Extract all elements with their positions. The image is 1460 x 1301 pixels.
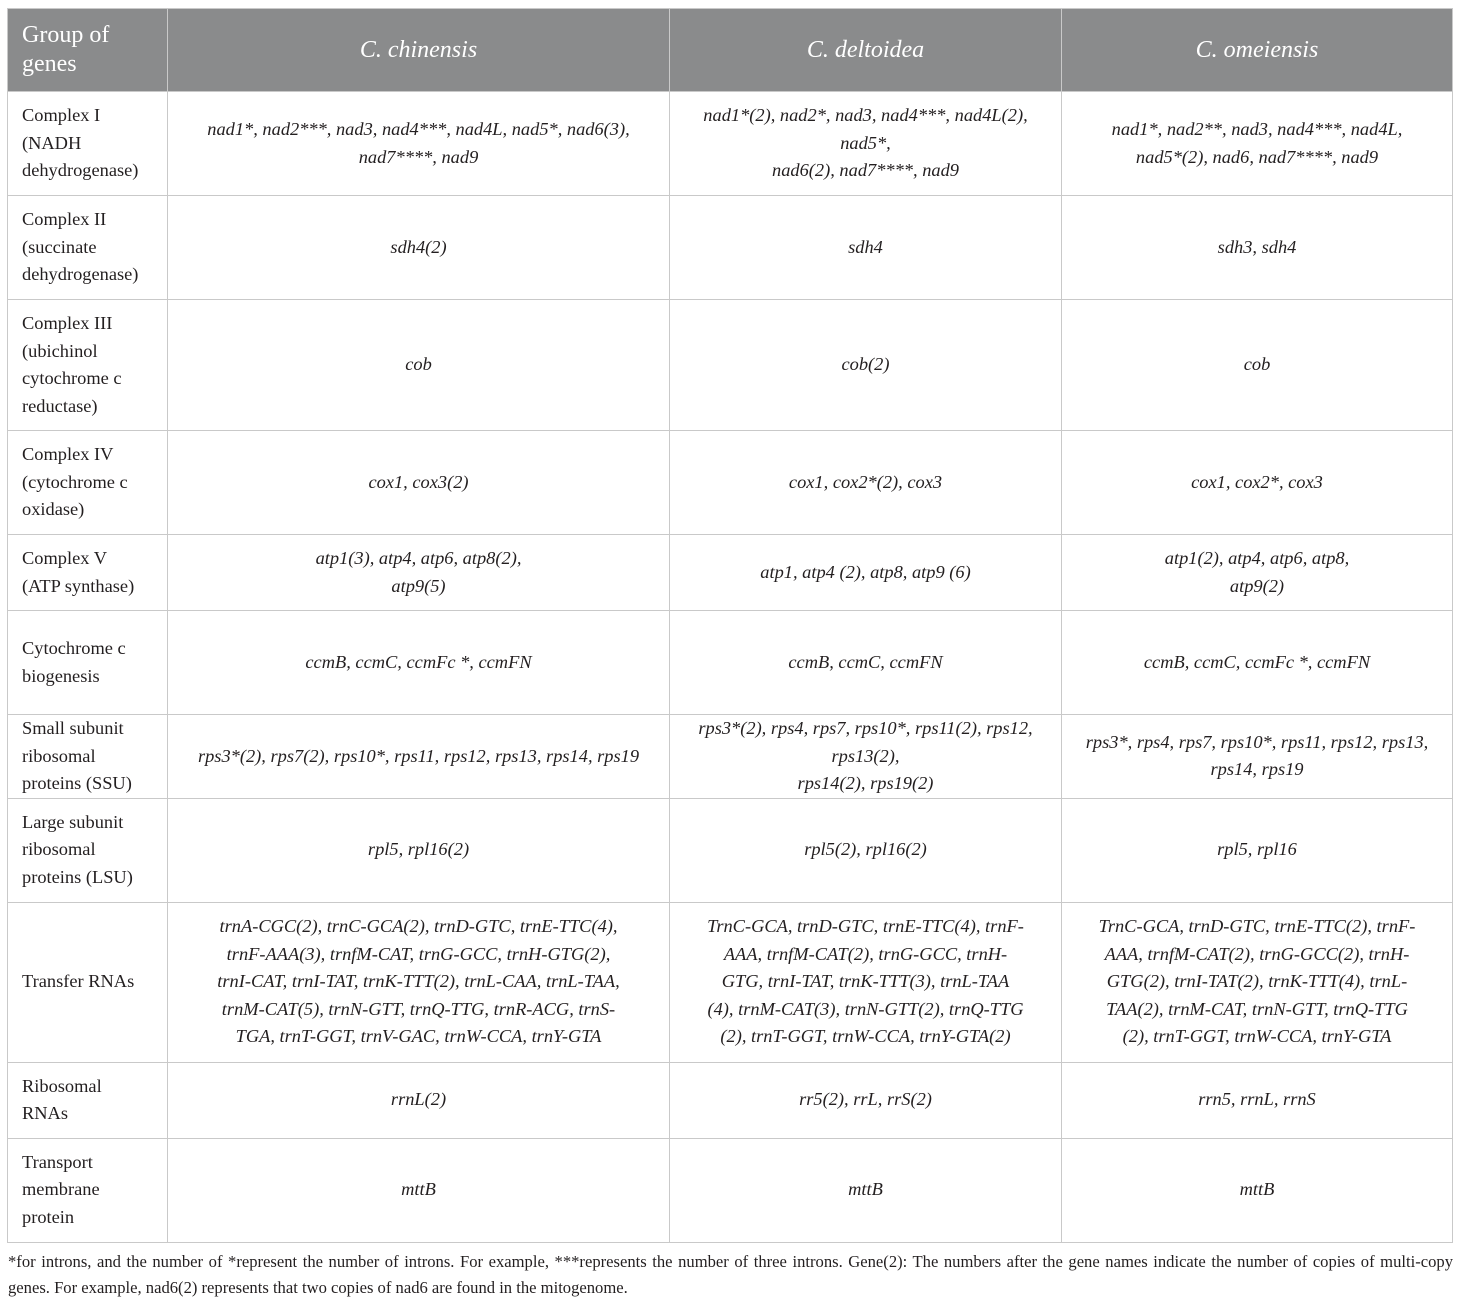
gene-list-line: AAA, trnfM-CAT(2), trnG-GCC(2), trnH- (1104, 943, 1410, 964)
group-label-line: Transfer RNAs (22, 971, 135, 992)
gene-cell-omeiensis (1062, 902, 1453, 1062)
group-cell (8, 196, 168, 300)
gene-cell-omeiensis (1062, 1138, 1453, 1242)
gene-cell-chinensis (168, 798, 670, 902)
gene-cell-omeiensis (1062, 611, 1453, 715)
gene-list-line: cob (405, 354, 432, 375)
gene-list-line: mttB (848, 1179, 883, 1200)
group-label-line: Large subunit (22, 811, 124, 832)
group-label-line: (ATP synthase) (22, 575, 135, 596)
gene-cell-omeiensis (1062, 535, 1453, 611)
gene-list-line: TAA(2), trnM-CAT, trnN-GTT, trnQ-TTG (1106, 998, 1408, 1019)
gene-list-line: rpl5, rpl16(2) (367, 839, 470, 860)
group-label-line: dehydrogenase) (22, 160, 139, 181)
gene-list-line: rpl5(2), rpl16(2) (804, 839, 927, 860)
gene-list-line: rr5(2), rrL, rrS(2) (799, 1089, 932, 1110)
gene-list-line: nad1*, nad2***, nad3, nad4***, nad4L, nad5*, nad6(3), (207, 119, 630, 139)
gene-list-line: cox1, cox2*, cox3 (1191, 471, 1323, 492)
gene-list-line: trnF-AAA(3), trnfM-CAT, trnG-GCC, trnH-GTG(2), (226, 943, 611, 964)
group-label-line: proteins (SSU) (22, 773, 132, 793)
gene-list-line: cob (1243, 354, 1271, 375)
group-label-line: Complex IV (22, 444, 114, 465)
group-label-line: (NADH (22, 132, 82, 153)
gene-list-line: mttB (401, 1179, 436, 1200)
gene-table-container (7, 8, 1452, 1301)
table-row (8, 431, 1453, 535)
gene-list-line: sdh4(2) (390, 236, 447, 257)
table-header (8, 9, 1453, 92)
gene-cell-omeiensis (1062, 1062, 1453, 1138)
gene-cell-chinensis (168, 902, 670, 1062)
gene-list-line: sdh3, sdh4 (1217, 236, 1297, 257)
group-cell (8, 92, 168, 196)
gene-list-line: nad5*(2), nad6, nad7****, nad9 (1135, 146, 1379, 167)
gene-list-line: ccmB, ccmC, ccmFc *, ccmFN (305, 651, 532, 672)
header-c-omeiensis: C. omeiensis (1062, 9, 1453, 92)
group-label-line: Small subunit (22, 718, 124, 738)
table-row (8, 1062, 1453, 1138)
gene-cell-omeiensis (1062, 196, 1453, 300)
group-label-line: cytochrome c (22, 368, 122, 388)
gene-list-line: ccmB, ccmC, ccmFc *, ccmFN (1143, 651, 1371, 672)
table-body (8, 92, 1453, 1243)
group-label-line: RNAs (22, 1103, 68, 1123)
gene-cell-deltoidea (670, 431, 1062, 535)
gene-cell-deltoidea (670, 196, 1062, 300)
group-label-line: ribosomal (22, 745, 96, 766)
gene-list-line: rrn5, rrnL, rrnS (1198, 1089, 1316, 1110)
table-row (8, 535, 1453, 611)
gene-cell-chinensis (168, 431, 670, 535)
gene-list-line: atp9(5) (391, 575, 446, 596)
gene-list-line: rpl5, rpl16 (1217, 839, 1297, 860)
gene-list-line: cox1, cox3(2) (368, 471, 469, 492)
header-row (8, 9, 1453, 92)
gene-list-line: (2), trnT-GGT, trnW-CCA, trnY-GTA(2) (720, 1026, 1011, 1047)
group-cell (8, 902, 168, 1062)
header-c-deltoidea: C. deltoidea (670, 9, 1062, 92)
gene-list-line: sdh4 (848, 236, 883, 257)
gene-table (7, 8, 1453, 1243)
table-row (8, 798, 1453, 902)
group-cell (8, 1062, 168, 1138)
group-label-line: membrane (22, 1179, 100, 1200)
group-label-line: protein (22, 1206, 75, 1227)
gene-list-line: (4), trnM-CAT(3), trnN-GTT(2), trnQ-TTG (707, 998, 1024, 1019)
gene-cell-omeiensis (1062, 92, 1453, 196)
gene-list-line: atp1(3), atp4, atp6, atp8(2), (315, 548, 522, 568)
gene-cell-omeiensis (1062, 431, 1453, 535)
gene-list-line: TrnC-GCA, trnD-GTC, trnE-TTC(4), trnF- (707, 916, 1024, 937)
gene-cell-chinensis (168, 535, 670, 611)
group-label-line: dehydrogenase) (22, 264, 139, 285)
group-label-line: proteins (LSU) (22, 866, 133, 887)
table-row (8, 1138, 1453, 1242)
group-label-line: Complex I (22, 105, 101, 126)
group-label-line: Complex V (22, 548, 107, 568)
group-label-line: Transport (22, 1151, 93, 1172)
group-label-line: (ubichinol (22, 340, 98, 361)
table-row (8, 300, 1453, 431)
gene-cell-deltoidea (670, 300, 1062, 431)
gene-list-line: rps14, rps19 (1210, 759, 1304, 780)
group-label-line: (cytochrome c (22, 471, 128, 492)
group-cell (8, 611, 168, 715)
gene-cell-omeiensis (1062, 798, 1453, 902)
gene-list-line: atp1(2), atp4, atp6, atp8, (1164, 548, 1350, 568)
header-label: Group of genes (22, 22, 110, 77)
group-cell (8, 798, 168, 902)
gene-cell-deltoidea (670, 902, 1062, 1062)
gene-list-line: nad5*, (840, 132, 891, 153)
gene-list-line: trnM-CAT(5), trnN-GTT, trnQ-TTG, trnR-ACG, trnS- (221, 998, 616, 1019)
gene-list-line: rps3*, rps4, rps7, rps10*, rps11, rps12, rps13, (1085, 731, 1429, 752)
header-group-of-genes (8, 9, 168, 92)
group-cell (8, 535, 168, 611)
table-row (8, 196, 1453, 300)
group-cell (8, 431, 168, 535)
gene-cell-chinensis (168, 196, 670, 300)
gene-cell-deltoidea (670, 798, 1062, 902)
gene-cell-chinensis (168, 92, 670, 196)
gene-cell-omeiensis (1062, 715, 1453, 799)
gene-cell-chinensis (168, 611, 670, 715)
gene-cell-deltoidea (670, 1138, 1062, 1242)
gene-list-line: TGA, trnT-GGT, trnV-GAC, trnW-CCA, trnY-GTA (235, 1026, 602, 1047)
gene-cell-deltoidea (670, 535, 1062, 611)
gene-cell-chinensis (168, 300, 670, 431)
gene-list-line: cox1, cox2*(2), cox3 (788, 471, 943, 492)
gene-list-line: TrnC-GCA, trnD-GTC, trnE-TTC(2), trnF- (1098, 916, 1416, 937)
gene-cell-deltoidea (670, 92, 1062, 196)
table-footnote: *for introns, and the number of *represent the number of introns. For example, ***represents the number of three introns. Gene(2): The numbers after the gene names indicate the number of copies of multi-copy genes. For example, nad6(2) represents that two copies of nad6 are found in the mitogenome. (8, 1251, 1453, 1297)
gene-cell-chinensis (168, 715, 670, 799)
gene-list-line: trnI-CAT, trnI-TAT, trnK-TTT(2), trnL-CAA, trnL-TAA, (217, 971, 620, 992)
gene-list-line: trnA-CGC(2), trnC-GCA(2), trnD-GTC, trnE-TTC(4), (219, 916, 618, 937)
group-label-line: Complex II (22, 209, 107, 230)
gene-cell-chinensis (168, 1062, 670, 1138)
table-row (8, 715, 1453, 799)
gene-cell-chinensis (168, 1138, 670, 1242)
gene-list-line: atp1, atp4 (2), atp8, atp9 (6) (760, 561, 971, 582)
table-row (8, 92, 1453, 196)
gene-list-line: GTG(2), trnI-TAT(2), trnK-TTT(4), trnL- (1106, 971, 1408, 992)
gene-list-line: AAA, trnfM-CAT(2), trnG-GCC, trnH- (723, 943, 1008, 964)
gene-list-line: nad1*, nad2**, nad3, nad4***, nad4L, (1111, 119, 1403, 139)
gene-cell-omeiensis (1062, 300, 1453, 431)
gene-cell-deltoidea (670, 1062, 1062, 1138)
gene-list-line: rps13(2), (831, 745, 900, 766)
group-label-line: biogenesis (22, 665, 100, 686)
gene-list-line: nad7****, nad9 (358, 146, 479, 167)
gene-list-line: rps14(2), rps19(2) (797, 773, 934, 793)
gene-cell-deltoidea (670, 715, 1062, 799)
gene-list-line: ccmB, ccmC, ccmFN (788, 651, 943, 672)
gene-list-line: rrnL(2) (390, 1089, 447, 1110)
gene-list-line: GTG, trnI-TAT, trnK-TTT(3), trnL-TAA (721, 971, 1010, 992)
group-label-line: reductase) (22, 395, 98, 416)
table-row (8, 902, 1453, 1062)
group-label-line: (succinate (22, 236, 97, 257)
table-row (8, 611, 1453, 715)
gene-cell-deltoidea (670, 611, 1062, 715)
gene-list-line: (2), trnT-GGT, trnW-CCA, trnY-GTA (1122, 1026, 1392, 1047)
gene-list-line: nad6(2), nad7****, nad9 (772, 160, 959, 181)
group-label-line: ribosomal (22, 839, 96, 860)
gene-list-line: cob(2) (841, 354, 890, 375)
group-label-line: oxidase) (22, 499, 85, 520)
gene-list-line: atp9(2) (1229, 575, 1285, 596)
group-cell (8, 715, 168, 799)
gene-list-line: mttB (1239, 1179, 1275, 1200)
group-label-line: Cytochrome c (22, 638, 126, 658)
gene-list-line: nad1*(2), nad2*, nad3, nad4***, nad4L(2), (703, 105, 1028, 126)
group-cell (8, 300, 168, 431)
group-label-line: Complex III (22, 313, 113, 333)
header-c-chinensis: C. chinensis (168, 9, 670, 92)
group-label-line: Ribosomal (22, 1075, 102, 1096)
group-cell (8, 1138, 168, 1242)
gene-list-line: rps3*(2), rps7(2), rps10*, rps11, rps12, rps13, rps14, rps19 (197, 745, 640, 766)
gene-list-line: rps3*(2), rps4, rps7, rps10*, rps11(2), rps12, (698, 718, 1033, 738)
